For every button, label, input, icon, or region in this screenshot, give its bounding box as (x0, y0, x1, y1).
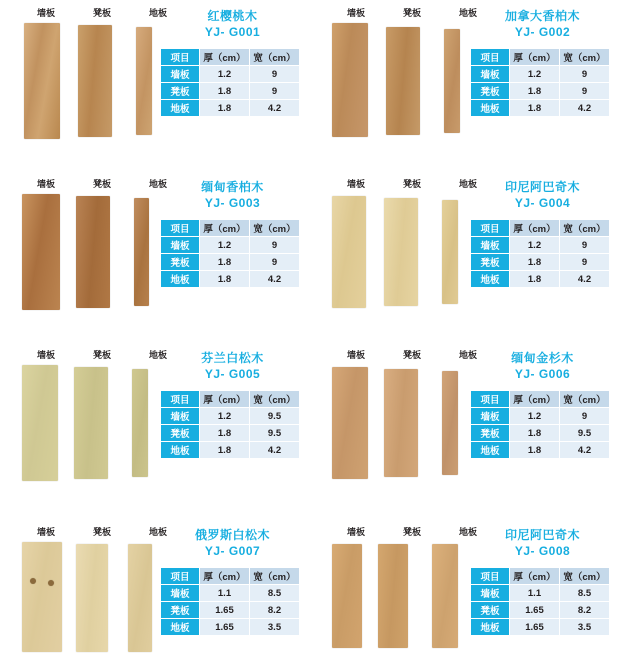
row-thickness: 1.8 (200, 254, 250, 271)
row-thickness: 1.8 (200, 83, 250, 100)
row-label: 地板 (471, 100, 510, 117)
product-name: 缅甸香柏木 (201, 180, 264, 194)
plank-label-floor: 地板 (458, 179, 477, 189)
row-label: 地板 (161, 100, 200, 117)
plank-label-wall: 墙板 (346, 350, 365, 360)
row-width: 9.5 (250, 408, 300, 425)
product-code: YJ- G003 (204, 196, 261, 210)
row-thickness: 1.8 (200, 425, 250, 442)
plank-label-wall: 墙板 (36, 527, 55, 537)
row-label: 凳板 (161, 254, 200, 271)
row-label: 凳板 (471, 83, 510, 100)
row-width: 3.5 (250, 619, 300, 636)
header-width: 宽（cm） (250, 49, 300, 66)
plank-image-bench (378, 544, 408, 648)
row-thickness: 1.65 (200, 602, 250, 619)
header-width: 宽（cm） (560, 220, 610, 237)
table-row (161, 619, 300, 636)
plank-label-floor: 地板 (458, 527, 477, 537)
table-row (161, 100, 300, 117)
row-width: 9.5 (250, 425, 300, 442)
product-code: YJ- G007 (204, 544, 261, 558)
row-label: 凳板 (161, 425, 200, 442)
plank-image-floor (444, 29, 460, 133)
header-item: 项目 (471, 49, 510, 66)
plank-image-floor (442, 371, 458, 475)
row-thickness: 1.2 (510, 237, 560, 254)
row-label: 凳板 (161, 83, 200, 100)
product-name: 印尼阿巴奇木 (504, 180, 580, 194)
row-width: 9 (250, 237, 300, 254)
header-item: 项目 (161, 568, 200, 585)
spec-table (470, 219, 610, 288)
row-width: 4.2 (560, 100, 610, 117)
row-label: 墙板 (161, 237, 200, 254)
table-row (471, 66, 610, 83)
header-thickness: 厚（cm） (510, 391, 560, 408)
table-row (161, 408, 300, 425)
row-width: 4.2 (250, 442, 300, 459)
product-row (0, 519, 620, 660)
row-thickness: 1.8 (510, 442, 560, 459)
product-info (160, 179, 305, 288)
header-thickness: 厚（cm） (200, 391, 250, 408)
row-width: 9 (250, 83, 300, 100)
table-row (161, 602, 300, 619)
plank-label-wall: 墙板 (36, 350, 55, 360)
product-info (470, 179, 615, 288)
row-label: 凳板 (161, 602, 200, 619)
plank-label-bench: 凳板 (402, 179, 421, 189)
header-thickness: 厚（cm） (510, 568, 560, 585)
plank-image-bench (74, 367, 108, 479)
row-width: 8.5 (250, 585, 300, 602)
product-card-2 (0, 171, 310, 312)
spec-table (160, 219, 300, 288)
plank-image-wall (22, 365, 58, 481)
row-width: 8.2 (560, 602, 610, 619)
table-row (471, 271, 610, 288)
plank-label-wall: 墙板 (346, 179, 365, 189)
product-code: YJ- G001 (204, 25, 261, 39)
header-width: 宽（cm） (250, 391, 300, 408)
table-header-row (471, 49, 610, 66)
header-width: 宽（cm） (560, 568, 610, 585)
product-row (0, 342, 620, 483)
spec-table (160, 390, 300, 459)
table-row (471, 254, 610, 271)
plank-image-bench (384, 369, 418, 477)
product-info (470, 350, 615, 459)
table-row (161, 254, 300, 271)
row-thickness: 1.8 (200, 442, 250, 459)
table-header-row (161, 391, 300, 408)
row-thickness: 1.8 (510, 425, 560, 442)
row-width: 9 (560, 237, 610, 254)
table-row (471, 408, 610, 425)
table-row (161, 442, 300, 459)
header-item: 项目 (161, 391, 200, 408)
plank-label-bench: 凳板 (92, 350, 111, 360)
row-width: 9.5 (560, 425, 610, 442)
header-item: 项目 (471, 391, 510, 408)
header-item: 项目 (471, 220, 510, 237)
product-code: YJ- G004 (514, 196, 571, 210)
row-width: 9 (560, 408, 610, 425)
row-thickness: 1.2 (200, 408, 250, 425)
header-thickness: 厚（cm） (200, 49, 250, 66)
row-label: 地板 (161, 271, 200, 288)
product-card-3 (310, 171, 620, 312)
table-row (471, 100, 610, 117)
product-card-6 (0, 519, 310, 660)
row-width: 8.5 (560, 585, 610, 602)
header-width: 宽（cm） (250, 568, 300, 585)
product-name: 红樱桃木 (207, 9, 258, 23)
plank-image-bench (76, 196, 110, 308)
row-label: 凳板 (471, 254, 510, 271)
plank-label-floor: 地板 (148, 8, 167, 18)
spec-table (470, 390, 610, 459)
plank-label-wall: 墙板 (346, 527, 365, 537)
product-code: YJ- G002 (514, 25, 571, 39)
row-thickness: 1.65 (200, 619, 250, 636)
row-label: 凳板 (471, 425, 510, 442)
table-row (161, 83, 300, 100)
row-thickness: 1.8 (510, 100, 560, 117)
header-item: 项目 (161, 49, 200, 66)
plank-image-bench (76, 544, 108, 652)
row-thickness: 1.1 (200, 585, 250, 602)
row-thickness: 1.2 (200, 66, 250, 83)
plank-image-floor (136, 27, 152, 135)
plank-image-bench (386, 27, 420, 135)
header-thickness: 厚（cm） (200, 568, 250, 585)
row-label: 墙板 (161, 408, 200, 425)
plank-label-floor: 地板 (148, 527, 167, 537)
product-info (160, 8, 305, 117)
table-header-row (161, 220, 300, 237)
row-thickness: 1.2 (200, 237, 250, 254)
product-card-0 (0, 0, 310, 141)
table-header-row (471, 220, 610, 237)
plank-image-wall (332, 544, 362, 648)
row-thickness: 1.65 (510, 602, 560, 619)
header-item: 项目 (471, 568, 510, 585)
row-width: 3.5 (560, 619, 610, 636)
plank-image-wall (332, 196, 366, 308)
row-thickness: 1.8 (510, 271, 560, 288)
row-width: 9 (250, 66, 300, 83)
table-row (161, 585, 300, 602)
table-header-row (161, 568, 300, 585)
table-row (471, 585, 610, 602)
row-thickness: 1.65 (510, 619, 560, 636)
product-name: 印尼阿巴奇木 (504, 528, 580, 542)
plank-label-bench: 凳板 (402, 527, 421, 537)
table-row (161, 425, 300, 442)
product-name: 芬兰白松木 (201, 351, 264, 365)
plank-label-bench: 凳板 (92, 8, 111, 18)
spec-table (160, 48, 300, 117)
table-header-row (471, 568, 610, 585)
row-width: 4.2 (250, 271, 300, 288)
product-info (470, 527, 615, 636)
row-label: 地板 (471, 619, 510, 636)
product-code: YJ- G006 (514, 367, 571, 381)
spec-table (470, 48, 610, 117)
product-code: YJ- G005 (204, 367, 261, 381)
plank-label-wall: 墙板 (36, 179, 55, 189)
row-label: 地板 (161, 442, 200, 459)
product-card-7 (310, 519, 620, 660)
row-width: 9 (560, 254, 610, 271)
table-row (161, 66, 300, 83)
spec-table (160, 567, 300, 636)
row-thickness: 1.8 (200, 271, 250, 288)
row-width: 9 (560, 66, 610, 83)
plank-image-wall (24, 23, 60, 139)
header-thickness: 厚（cm） (510, 220, 560, 237)
table-row (471, 83, 610, 100)
product-info (470, 8, 615, 117)
header-item: 项目 (161, 220, 200, 237)
plank-label-bench: 凳板 (402, 8, 421, 18)
plank-label-floor: 地板 (458, 350, 477, 360)
plank-image-floor (134, 198, 149, 306)
plank-label-bench: 凳板 (402, 350, 421, 360)
row-width: 4.2 (560, 271, 610, 288)
row-label: 地板 (161, 619, 200, 636)
header-width: 宽（cm） (560, 391, 610, 408)
plank-image-bench (78, 25, 112, 137)
plank-label-wall: 墙板 (346, 8, 365, 18)
table-row (471, 619, 610, 636)
header-width: 宽（cm） (560, 49, 610, 66)
row-label: 墙板 (471, 408, 510, 425)
row-width: 8.2 (250, 602, 300, 619)
plank-image-wall (22, 194, 60, 310)
spec-table (470, 567, 610, 636)
table-row (161, 271, 300, 288)
row-thickness: 1.8 (510, 83, 560, 100)
table-header-row (161, 49, 300, 66)
plank-label-floor: 地板 (458, 8, 477, 18)
plank-label-floor: 地板 (148, 350, 167, 360)
product-name: 俄罗斯白松木 (194, 528, 270, 542)
row-label: 凳板 (471, 602, 510, 619)
plank-label-bench: 凳板 (92, 179, 111, 189)
plank-image-wall (332, 367, 368, 479)
plank-label-floor: 地板 (148, 179, 167, 189)
row-label: 墙板 (161, 585, 200, 602)
plank-image-wall (22, 542, 62, 652)
row-label: 墙板 (471, 237, 510, 254)
row-width: 4.2 (250, 100, 300, 117)
row-label: 地板 (471, 442, 510, 459)
product-row (0, 0, 620, 141)
product-name: 缅甸金杉木 (511, 351, 574, 365)
product-info (160, 527, 305, 636)
table-row (471, 602, 610, 619)
plank-label-wall: 墙板 (36, 8, 55, 18)
header-thickness: 厚（cm） (200, 220, 250, 237)
table-row (471, 442, 610, 459)
plank-image-wall (332, 23, 368, 137)
plank-image-floor (432, 544, 458, 648)
row-label: 墙板 (471, 66, 510, 83)
row-thickness: 1.2 (510, 408, 560, 425)
row-width: 9 (560, 83, 610, 100)
row-label: 地板 (471, 271, 510, 288)
table-row (161, 237, 300, 254)
table-header-row (471, 391, 610, 408)
row-thickness: 1.2 (510, 66, 560, 83)
table-row (471, 425, 610, 442)
product-card-4 (0, 342, 310, 483)
plank-label-bench: 凳板 (92, 527, 111, 537)
header-thickness: 厚（cm） (510, 49, 560, 66)
plank-image-wall-knot (48, 580, 54, 586)
plank-image-bench (384, 198, 418, 306)
row-thickness: 1.8 (510, 254, 560, 271)
product-card-1 (310, 0, 620, 141)
row-label: 墙板 (161, 66, 200, 83)
plank-image-floor (442, 200, 458, 304)
row-thickness: 1.8 (200, 100, 250, 117)
row-label: 墙板 (471, 585, 510, 602)
row-thickness: 1.1 (510, 585, 560, 602)
product-card-5 (310, 342, 620, 483)
row-width: 4.2 (560, 442, 610, 459)
plank-image-floor (128, 544, 152, 652)
product-row (0, 171, 620, 312)
table-row (471, 237, 610, 254)
product-info (160, 350, 305, 459)
plank-image-wall-knot (30, 578, 36, 584)
product-name: 加拿大香柏木 (504, 9, 580, 23)
header-width: 宽（cm） (250, 220, 300, 237)
row-width: 9 (250, 254, 300, 271)
plank-image-floor (132, 369, 148, 477)
product-code: YJ- G008 (514, 544, 571, 558)
